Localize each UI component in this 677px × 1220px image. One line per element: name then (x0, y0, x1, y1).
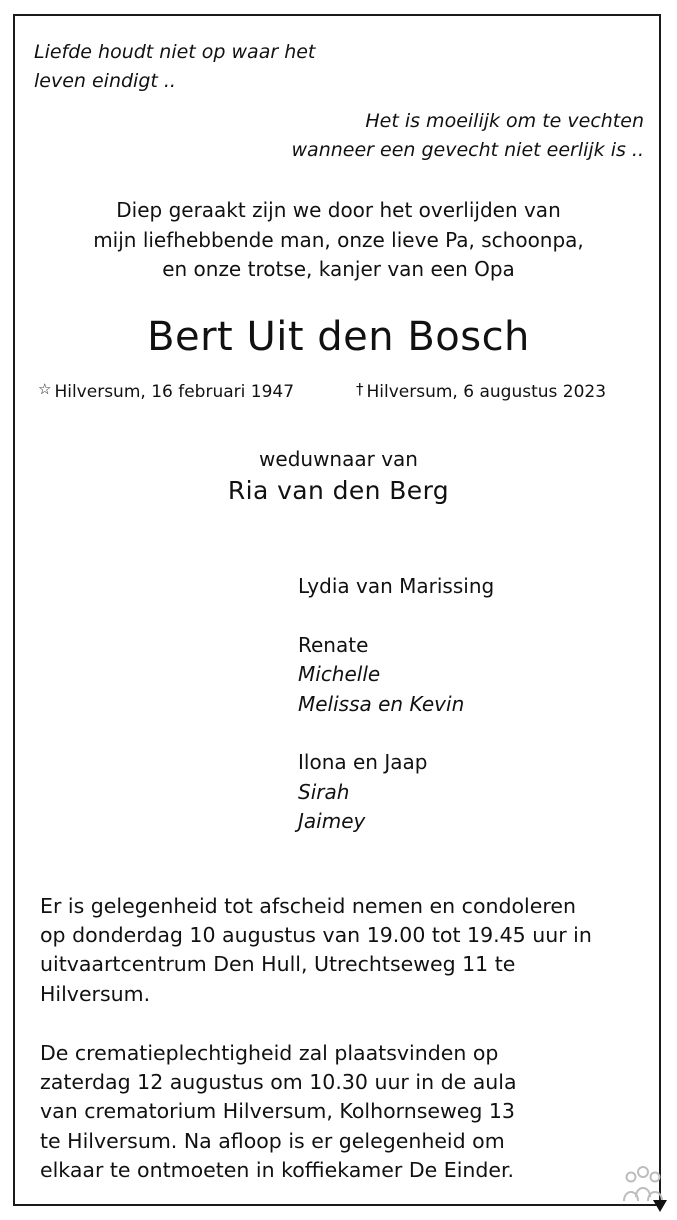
quote-right-line-2: wanneer een gevecht niet eerlijk is .. (291, 139, 644, 161)
family-member: Renate (298, 632, 369, 657)
quote-left-line-1: Liefde houdt niet op waar het (34, 41, 316, 63)
family-group (298, 572, 494, 601)
grandchild: Jaimey (298, 809, 366, 834)
grandchild: Michelle (298, 662, 381, 687)
intro-line-1: Diep geraakt zijn we door het overlijden van (116, 198, 561, 222)
paragraph-line: Er is gelegenheid tot afscheid nemen en condoleren (40, 894, 576, 918)
condolence-paragraph (40, 892, 640, 1009)
paragraph-line: van crematorium Hilversum, Kolhornseweg 13 (40, 1099, 515, 1124)
triangle-down-icon[interactable] (653, 1200, 667, 1212)
family-list (298, 572, 494, 837)
intro-line-2: mijn liefhebbende man, onze lieve Pa, schoonpa, (93, 227, 584, 252)
intro-text (0, 196, 677, 285)
widower-name: Ria van den Berg (227, 476, 450, 505)
death-info (356, 376, 606, 405)
quote-right (244, 107, 644, 165)
family-member: Lydia van Marissing (298, 574, 495, 598)
grandchild: Melissa en Kevin (298, 691, 465, 716)
quote-right-line-1: Het is moeilijk om te vechten (365, 110, 644, 132)
family-member: Ilona en Jaap (298, 750, 428, 775)
people-group-icon[interactable] (617, 1163, 669, 1213)
cremation-paragraph (40, 1039, 640, 1185)
paragraph-line: op donderdag 10 augustus van 19.00 tot 19.45 uur in (40, 923, 592, 948)
paragraph-line: zaterdag 12 augustus om 10.30 uur in de aula (40, 1070, 517, 1095)
deceased-name: Bert Uit den Bosch (147, 314, 530, 360)
paragraph-line: uitvaartcentrum Den Hull, Utrechtseweg 11 te (40, 952, 516, 977)
quote-left (34, 38, 364, 96)
widower-label: weduwnaar van (259, 447, 418, 471)
paragraph-line: De crematieplechtigheid zal plaatsvinden op (40, 1041, 499, 1065)
dagger-icon: † (356, 380, 364, 398)
family-group (298, 631, 494, 719)
star-icon: ☆ (38, 380, 52, 398)
birth-text: Hilversum, 16 februari 1947 (54, 382, 295, 402)
death-text: Hilversum, 6 augustus 2023 (366, 382, 607, 402)
quote-left-line-2: leven eindigt .. (34, 70, 176, 92)
paragraph-line: te Hilversum. Na afloop is er gelegenheid om (40, 1128, 505, 1153)
family-group (298, 748, 494, 836)
intro-line-3: en onze trotse, kanjer van een Opa (162, 257, 515, 281)
paragraph-line: Hilversum. (40, 981, 151, 1006)
paragraph-line: elkaar te ontmoeten in koffiekamer De Einder. (40, 1157, 515, 1182)
grandchild: Sirah (298, 779, 350, 804)
birth-info (38, 376, 294, 405)
